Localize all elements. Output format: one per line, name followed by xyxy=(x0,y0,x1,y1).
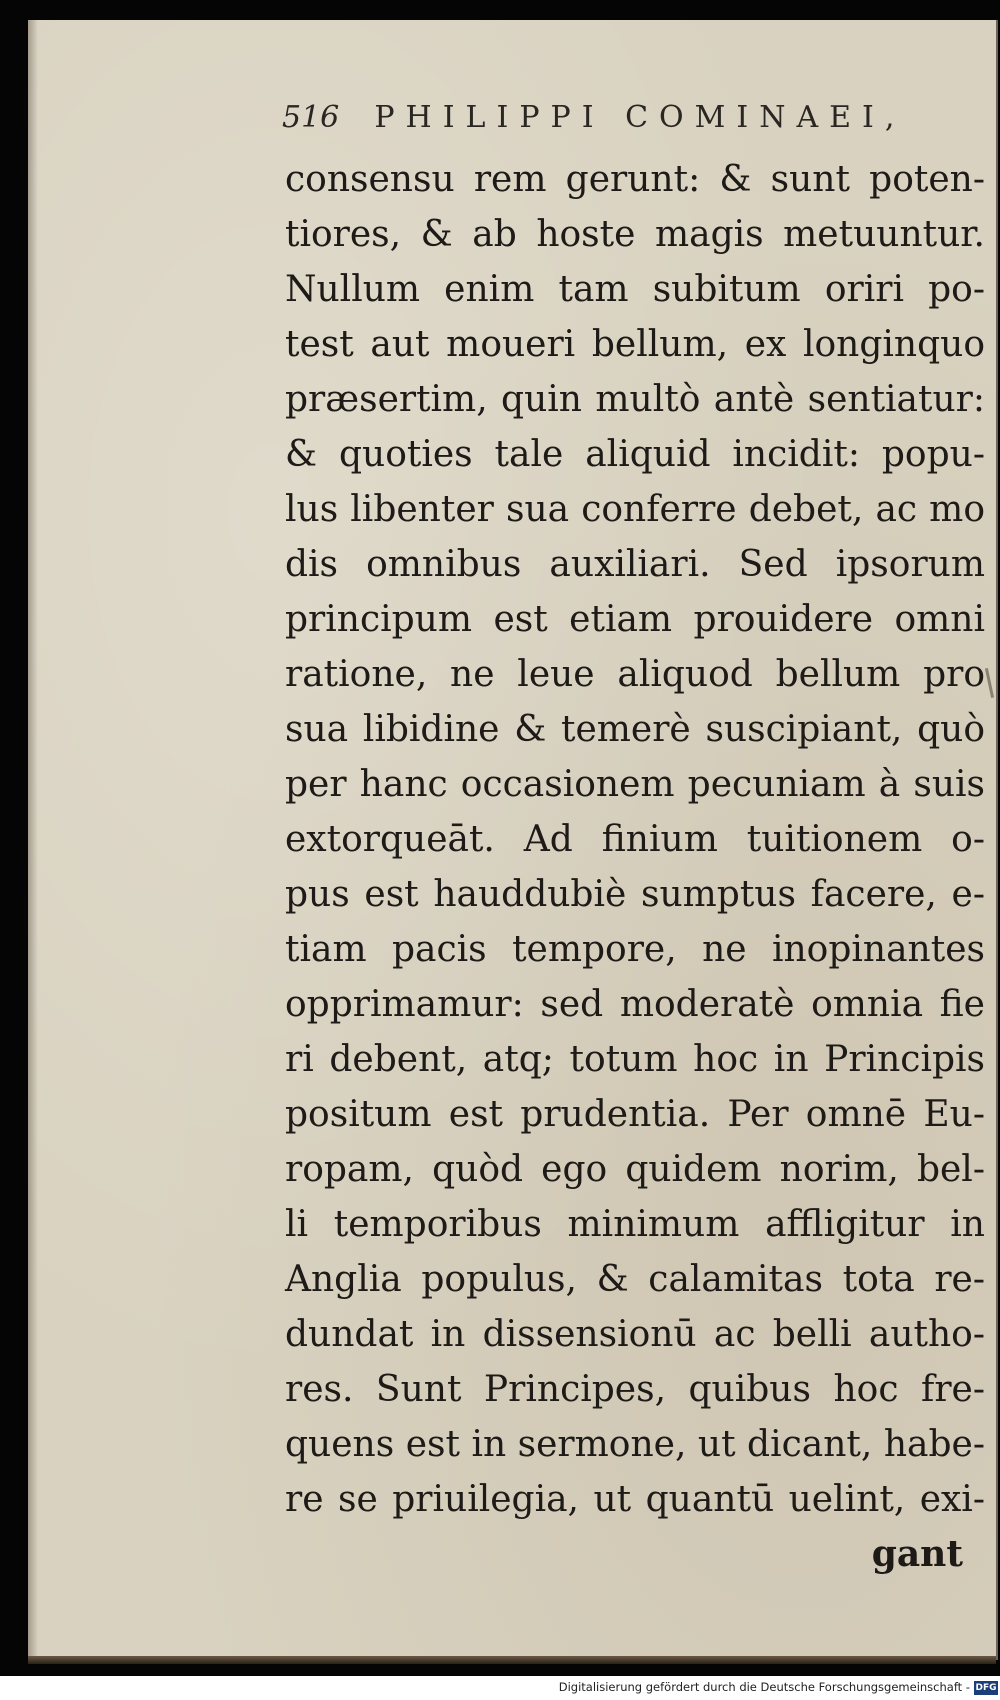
text-line: extorqueāt. Ad finium tuitionem o- xyxy=(285,819,985,860)
text-line: Anglia populus, & calamitas tota re- xyxy=(285,1259,985,1300)
text-line: opprimamur: sed moderatè omnia fie xyxy=(285,984,985,1025)
text-line: & quoties tale aliquid incidit: popu- xyxy=(285,434,985,475)
gutter-shadow xyxy=(28,20,38,1660)
footer-credit: Digitalisierung gefördert durch die Deutsche Forschungsgemeinschaft - xyxy=(558,1680,970,1694)
text-line: re se priuilegia, ut quantū uelint, exi- xyxy=(285,1479,985,1520)
text-line: test aut moueri bellum, ex longinquo xyxy=(285,324,985,365)
text-line: lus libenter sua conferre debet, ac mo xyxy=(285,489,985,530)
running-head xyxy=(282,100,982,144)
text-line: positum est prudentia. Per omnē Eu- xyxy=(285,1094,985,1135)
text-line: Nullum enim tam subitum oriri po- xyxy=(285,269,985,310)
text-line: ropam, quòd ego quidem norim, bel- xyxy=(285,1149,985,1190)
digitization-footer xyxy=(0,1676,1000,1700)
page-bottom-edge xyxy=(28,1656,996,1664)
text-line: principum est etiam prouidere omni xyxy=(285,599,985,640)
text-line: ratione, ne leue aliquod bellum pro xyxy=(285,654,985,695)
page-number: 516 xyxy=(282,100,340,135)
running-title: PHILIPPI COMINAEI, xyxy=(374,100,906,135)
dfg-logo: DFG xyxy=(975,1683,997,1693)
text-line: tiam pacis tempore, ne inopinantes xyxy=(285,929,985,970)
catchword: gant xyxy=(871,1533,963,1575)
text-line: tiores, & ab hoste magis metuuntur. xyxy=(285,214,985,255)
text-line: pus est hauddubiè sumptus facere, e- xyxy=(285,874,985,915)
text-line: dis omnibus auxiliari. Sed ipsorum xyxy=(285,544,985,585)
text-line: ri debent, atq; totum hoc in Principis xyxy=(285,1039,985,1080)
body-text xyxy=(285,152,985,1582)
text-line: sua libidine & temerè suscipiant, quò xyxy=(285,709,985,750)
text-line: res. Sunt Principes, quibus hoc fre- xyxy=(285,1369,985,1410)
text-line: quens est in sermone, ut dicant, habe- xyxy=(285,1424,985,1465)
text-line: dundat in dissensionū ac belli autho- xyxy=(285,1314,985,1355)
text-line: præsertim, quin multò antè sentiatur: xyxy=(285,379,985,420)
text-line: li temporibus minimum affligitur in xyxy=(285,1204,985,1245)
text-line: per hanc occasionem pecuniam à suis xyxy=(285,764,985,805)
text-line: consensu rem gerunt: & sunt poten- xyxy=(285,159,985,200)
